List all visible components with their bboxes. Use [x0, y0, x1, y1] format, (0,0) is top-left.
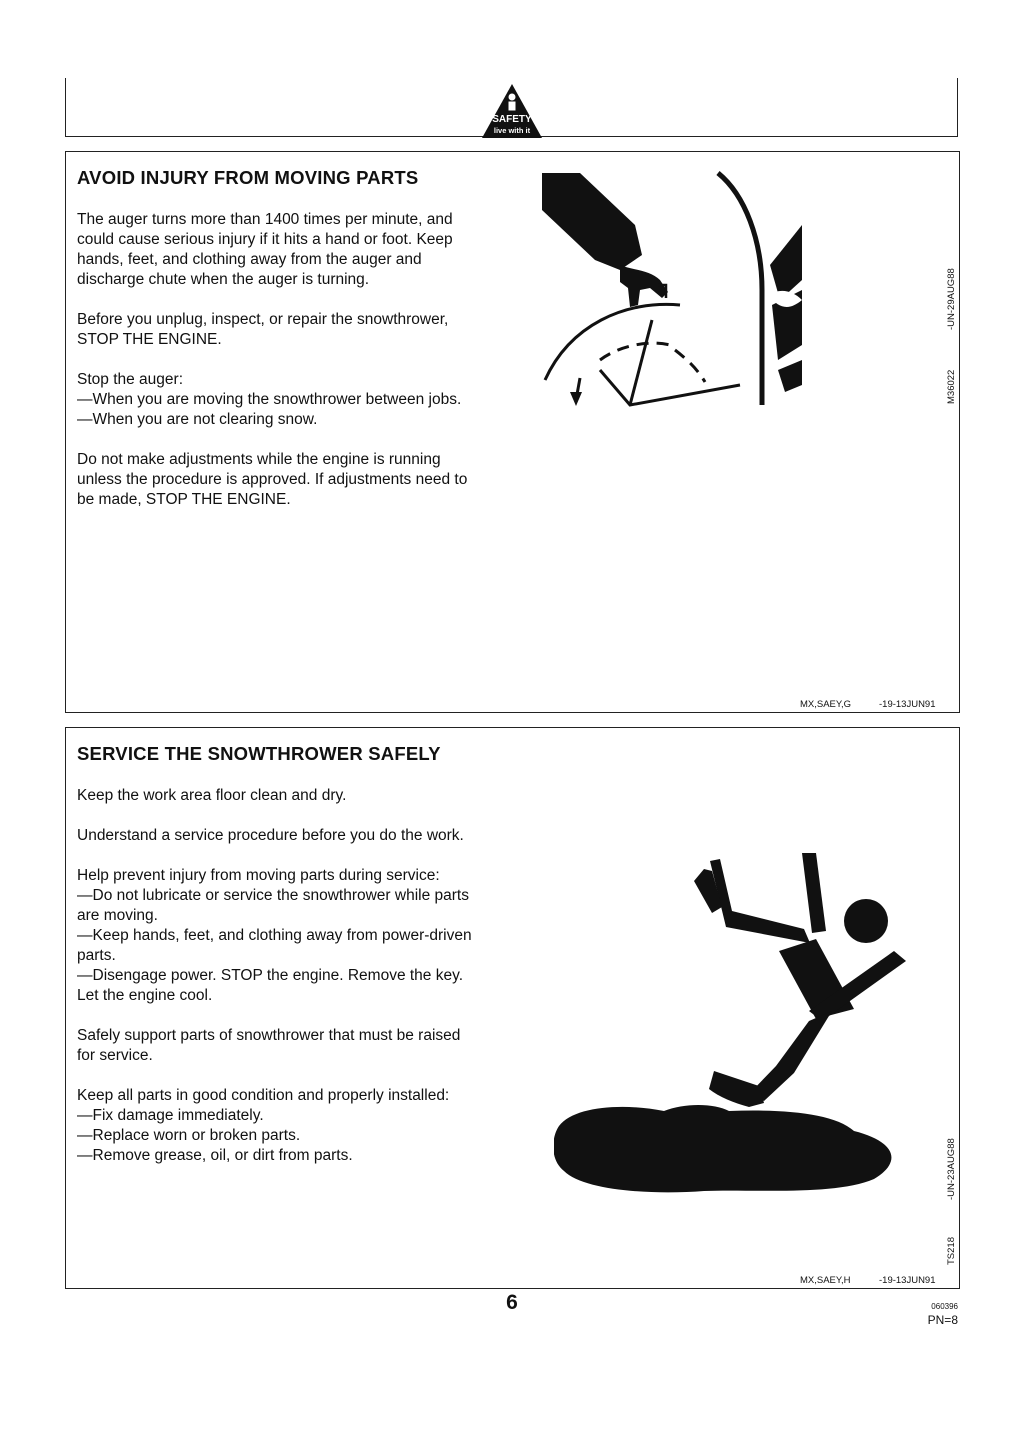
text-line: —Remove grease, oil, or dirt from parts.: [77, 1147, 353, 1164]
text-line: hands, feet, and clothing away from the auger and: [77, 251, 422, 268]
text-line: unless the procedure is approved. If adjustments need to: [77, 471, 468, 488]
text-line: —Fix damage immediately.: [77, 1107, 264, 1124]
section-body: [77, 786, 527, 1186]
pn-code: PN=8: [927, 1313, 958, 1327]
text-line: —Do not lubricate or service the snowthrower while parts: [77, 887, 469, 904]
footer-date: -19-13JUN91: [879, 1275, 936, 1286]
text-line: The auger turns more than 1400 times per minute, and: [77, 211, 453, 228]
paragraph: [77, 450, 527, 510]
paragraph: [77, 370, 527, 430]
text-line: are moving.: [77, 907, 158, 924]
footer-code: MX,SAEY,H: [800, 1275, 851, 1286]
text-line: for service.: [77, 1047, 153, 1064]
footer-date: -19-13JUN91: [879, 699, 936, 710]
footer-code: MX,SAEY,G: [800, 699, 852, 710]
section-moving-parts: [65, 151, 960, 713]
text-line: Keep the work area floor clean and dry.: [77, 787, 347, 804]
text-line: could cause serious injury if it hits a hand or foot. Keep: [77, 231, 453, 248]
slip-fall-illustration: [554, 841, 914, 1196]
paragraph: [77, 1086, 527, 1166]
text-line: Understand a service procedure before you do the work.: [77, 827, 464, 844]
text-line: —When you are not clearing snow.: [77, 411, 318, 428]
page-number: 6: [506, 1291, 518, 1314]
figure-code: TS218: [946, 1237, 957, 1265]
text-line: —Disengage power. STOP the engine. Remove the key.: [77, 967, 464, 984]
paragraph: [77, 210, 527, 290]
paragraph: [77, 826, 527, 846]
section-body: [77, 210, 527, 530]
text-line: Safely support parts of snowthrower that must be raised: [77, 1027, 461, 1044]
text-line: Help prevent injury from moving parts during service:: [77, 867, 440, 884]
paragraph: [77, 866, 527, 1006]
safety-logo: [480, 83, 544, 139]
paragraph: [77, 310, 527, 350]
section-title: SERVICE THE SNOWTHROWER SAFELY: [77, 743, 441, 764]
section-service-safely: [65, 727, 960, 1289]
text-line: parts.: [77, 947, 116, 964]
figure-code: M36022: [946, 369, 957, 404]
safety-logo-line2: live with it: [493, 126, 531, 135]
text-line: be made, STOP THE ENGINE.: [77, 491, 291, 508]
text-line: discharge chute when the auger is turning.: [77, 271, 370, 288]
text-line: STOP THE ENGINE.: [77, 331, 222, 348]
figure-date: -UN-29AUG88: [946, 268, 957, 330]
auger-hand-illustration: [540, 170, 802, 410]
text-line: —When you are moving the snowthrower between jobs.: [77, 391, 462, 408]
text-line: Before you unplug, inspect, or repair the snowthrower,: [77, 311, 449, 328]
safety-logo-line1: SAFETY: [492, 114, 532, 125]
document-code: 060396: [931, 1302, 958, 1311]
section-title: AVOID INJURY FROM MOVING PARTS: [77, 167, 419, 188]
paragraph: [77, 786, 527, 806]
text-line: Keep all parts in good condition and properly installed:: [77, 1087, 450, 1104]
text-line: Stop the auger:: [77, 371, 183, 388]
text-line: —Keep hands, feet, and clothing away from power-driven: [77, 927, 472, 944]
text-line: —Replace worn or broken parts.: [77, 1127, 301, 1144]
figure-date: -UN-23AUG88: [946, 1138, 957, 1200]
text-line: Do not make adjustments while the engine is running: [77, 451, 441, 468]
paragraph: [77, 1026, 527, 1066]
text-line: Let the engine cool.: [77, 987, 213, 1004]
